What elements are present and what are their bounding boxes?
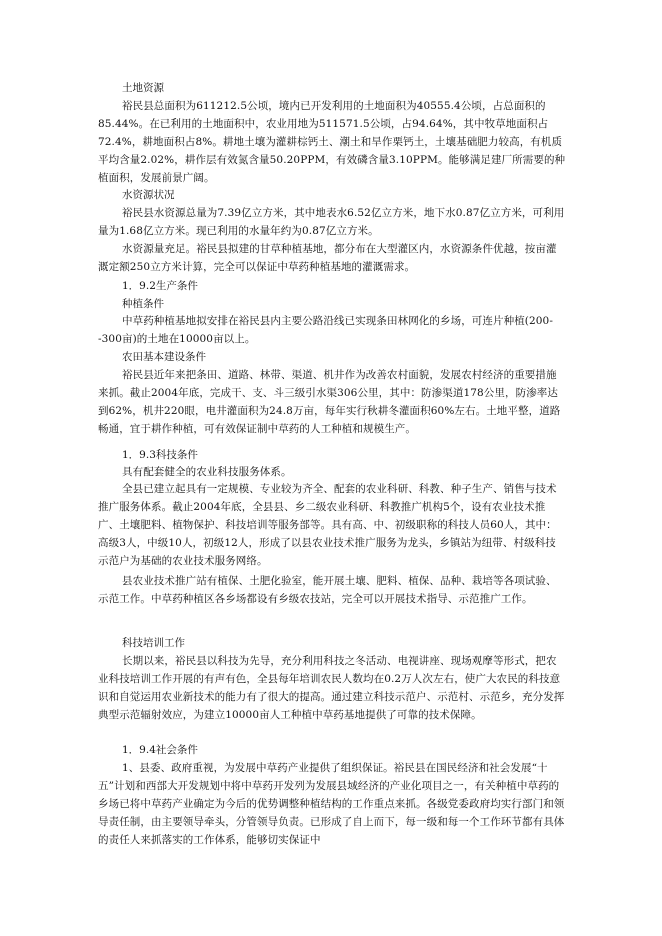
tech-paragraph-1: 全县已建立起具有一定规模、专业较为齐全、配套的农业科研、科教、种子生产、销售与技术推广服务体系。截止2004年底，全县县、乡二级农业科研、科教推广机构5个，设有农业技术推广、土壤肥料、植物保护、科技培训等服务部等。具有高、中、初级职称的科技人员60人，其中：高级3人，中级10人，初级12人，形成了以县农业技术推广服务为龙头，乡镇站为纽带、村级科技示范户为基础的农业技术服务网络。: [98, 483, 557, 567]
water-paragraph-1: 裕民县水资源总量为7.39亿立方米，其中地表水6.52亿立方米，地下水0.87亿立方米，可利用量为1.68亿立方米。现已利用的水量年约为0.87亿立方米。: [98, 207, 565, 237]
water-paragraph-2: 水资源量充足。裕民县拟建的甘草种植基地，都分布在大型灌区内，水资源条件优越，按亩灌溉定额250立方米计算，完全可以保证中草药种植基地的灌溉需求。: [98, 243, 557, 273]
social-paragraph: 1、县委、政府重视，为发展中草药产业提供了组织保证。裕民县在国民经济和社会发展“十五”计划和西部大开发规划中将中草药开发列为发展县域经济的产业化项目之一，有关种植中草药的乡场已将中草药产业确定为今后的优势调整种植结构的工作重点来抓。各级党委政府均实行部门和领导责任制，由主要领导牵头，分管领导负责。已形成了自上而下，每一级和每一个工作环节都有具体的责任人来抓落实的工作体系，能够切实保证中: [98, 762, 565, 846]
land-section-title: 土地资源: [122, 82, 164, 94]
tech-paragraph-2: 县农业技术推广站有植保、土肥化验室，能开展土壤、肥料、植保、品种、栽培等各项试验、示范工作。中草药种植区各乡场都设有乡级农技站，完全可以开展技术指导、示范推广工作。: [98, 575, 557, 605]
training-title: 科技培训工作: [122, 637, 185, 649]
production-section-number: 1．9.2生产条件: [122, 280, 198, 292]
land-paragraph: 裕民县总面积为611212.5公顷，境内已开发利用的土地面积为40555.4公顷，占总面积的85.44%。在已利用的土地面积中，农业用地为511571.5公顷，占94.64%，其中牧草地面积占72.4%，耕地面积占8%。耕地土壤为灌耕棕钙土、潮土和旱作栗钙土，土壤基础肥力较高，有机质平均含量2.02%，耕作层有效氮含量50.20PPM，有效磷含量3.10PPM。能够满足建厂所需要的种植面积，发展前景广阔。: [98, 100, 566, 184]
infrastructure-paragraph: 裕民县近年来把条田、道路、林带、渠道、机井作为改善农村面貌，发展农村经济的重要措施来抓。截止2004年底，完成干、支、斗三级引水渠306公里，其中：防渗渠道178公里，防渗率达到62%，机井220眼，电井灌面积为24.8万亩，每年实行秋耕冬灌面积60%左右。土地平整，道路畅通，宜于耕作种植，可有效保证制中草药的人工种植和规模生产。: [98, 369, 561, 435]
social-section-number: 1．9.4社会条件: [122, 744, 198, 756]
infrastructure-title: 农田基本建设条件: [122, 351, 206, 363]
planting-paragraph: 中草药种植基地拟安排在裕民县内主要公路沿线已实现条田林网化的乡场，可连片种植(200--300亩)的土地在10000亩以上。: [98, 315, 553, 345]
tech-intro: 具有配套健全的农业科技服务体系。: [122, 466, 292, 478]
water-section-title: 水资源状况: [122, 189, 175, 201]
planting-title: 种植条件: [122, 298, 164, 310]
training-paragraph: 长期以来，裕民县以科技为先导，充分利用科技之冬活动、电视讲座、现场观摩等形式，把农业科技培训工作开展的有声有色，全县每年培训农民人数均在0.2万人次左右，使广大农民的科技意识和自觉运用农业新技术的能力有了很大的提高。通过建立科技示范户、示范村、示范乡，充分发挥典型示范辐射效应，为建立10000亩人工种植中草药基地提供了可靠的技术保障。: [98, 655, 565, 721]
tech-section-number: 1．9.3科技条件: [122, 449, 198, 461]
